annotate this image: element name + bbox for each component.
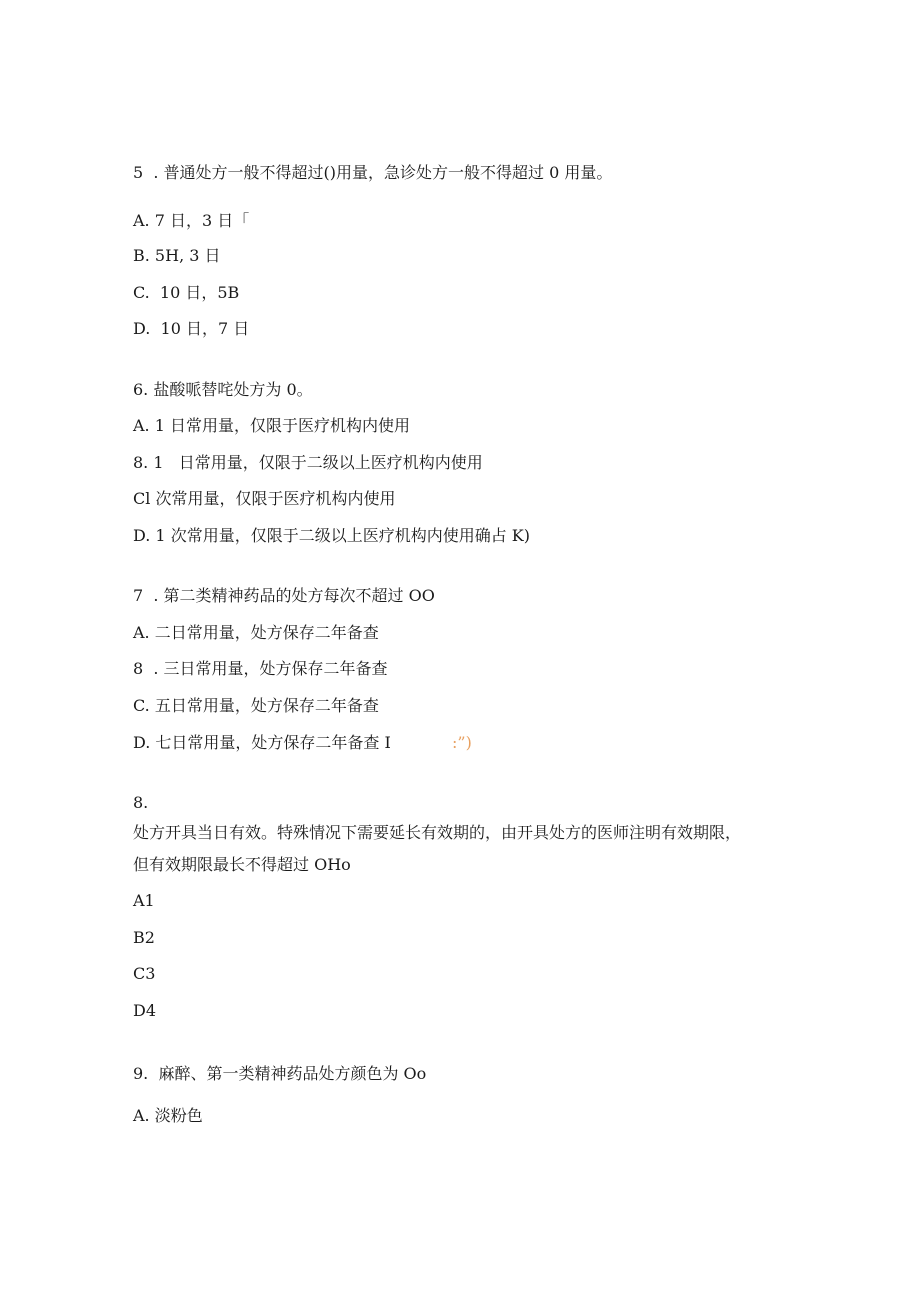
- q7-option-d-mark: :”): [452, 733, 472, 752]
- q5-stem: 5 . 普通处方一般不得超过()用量，急诊处方一般不得超过 0 用量。: [133, 163, 613, 182]
- q6-option-b: 8. 1 日常用量，仅限于二级以上医疗机构内使用: [133, 453, 483, 472]
- q6-option-d: D. 1 次常用量，仅限于二级以上医疗机构内使用确占 K): [133, 526, 530, 545]
- q8-stem-line1: 处方开具当日有效。特殊情况下需要延长有效期的，由开具处方的医师注明有效期限，: [133, 823, 742, 842]
- q8-option-b: B2: [133, 928, 155, 947]
- q5-option-d: D. 10 日，7 日: [133, 319, 250, 338]
- q7-option-d: D. 七日常用量，处方保存二年备查 I: [133, 733, 391, 752]
- q5-option-a: A. 7 日，3 日「: [133, 211, 250, 230]
- q7-option-a: A. 二日常用量，处方保存二年备查: [133, 623, 379, 642]
- q7-option-b: 8 . 三日常用量，处方保存二年备查: [133, 659, 388, 678]
- q9-stem: 9. 麻醉、第一类精神药品处方颜色为 Oo: [133, 1064, 427, 1083]
- q6-stem: 6. 盐酸哌替咤处方为 0。: [133, 380, 313, 399]
- q9-option-a: A. 淡粉色: [133, 1106, 203, 1125]
- q8-option-c: C3: [133, 964, 156, 983]
- q8-option-a: A1: [133, 891, 155, 910]
- q8-option-d: D4: [133, 1001, 157, 1020]
- q5-option-b: B. 5H, 3 日: [133, 246, 221, 265]
- q7-stem: 7 . 第二类精神药品的处方每次不超过 OO: [133, 586, 435, 605]
- q8-number: 8.: [133, 793, 149, 812]
- q5-option-c: C. 10 日，5B: [133, 283, 240, 302]
- q6-option-c: Cl 次常用量，仅限于医疗机构内使用: [133, 489, 396, 508]
- q6-option-a: A. 1 日常用量，仅限于医疗机构内使用: [133, 416, 410, 435]
- q7-option-c: C. 五日常用量，处方保存二年备查: [133, 696, 379, 715]
- q8-stem-line2: 但有效期限最长不得超过 OHo: [133, 855, 351, 874]
